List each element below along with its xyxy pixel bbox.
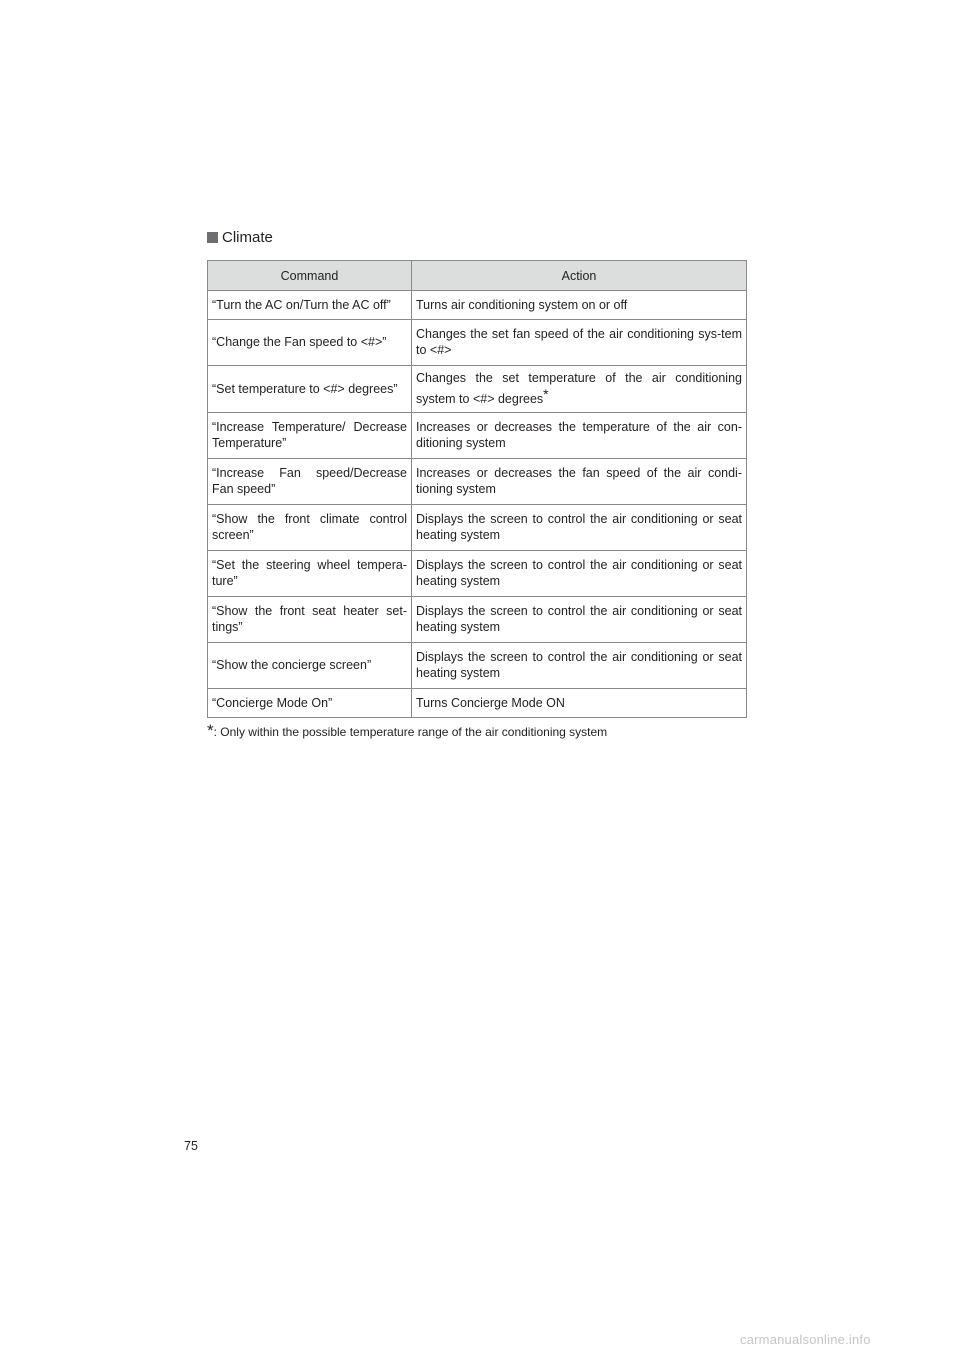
square-icon <box>207 232 218 243</box>
command-cell: “Increase Temperature/ Decrease Temperature” <box>208 413 412 459</box>
table-row <box>208 291 747 320</box>
section-heading <box>207 229 273 246</box>
column-header-action: Action <box>412 261 747 291</box>
column-header-command: Command <box>208 261 412 291</box>
table-row <box>208 320 747 366</box>
table-row <box>208 459 747 505</box>
action-cell: Turns air conditioning system on or off <box>412 291 747 320</box>
command-cell: “Set the steering wheel tempera-ture” <box>208 551 412 597</box>
action-text: Changes the set temperature of the air conditioning system to <#> degrees <box>416 371 742 406</box>
watermark: carmanualsonline.info <box>740 1332 871 1347</box>
action-cell: Increases or decreases the temperature of the air con-ditioning system <box>412 413 747 459</box>
action-cell <box>412 366 747 413</box>
footnote-text: : Only within the possible temperature range of the air conditioning system <box>213 725 608 739</box>
command-cell: “Concierge Mode On” <box>208 689 412 718</box>
footnote-mark: * <box>543 386 549 402</box>
footnote-asterisk: * <box>207 721 214 740</box>
action-cell: Increases or decreases the fan speed of the air condi-tioning system <box>412 459 747 505</box>
action-cell: Displays the screen to control the air conditioning or seat heating system <box>412 505 747 551</box>
table-row <box>208 505 747 551</box>
section-title: Climate <box>222 229 273 246</box>
action-cell: Displays the screen to control the air conditioning or seat heating system <box>412 551 747 597</box>
voice-command-table <box>207 260 747 718</box>
action-cell: Displays the screen to control the air conditioning or seat heating system <box>412 643 747 689</box>
table-row <box>208 366 747 413</box>
command-cell: “Show the front seat heater set-tings” <box>208 597 412 643</box>
action-cell: Displays the screen to control the air conditioning or seat heating system <box>412 597 747 643</box>
table-row <box>208 551 747 597</box>
footnote <box>207 721 607 741</box>
command-cell: “Show the front climate control screen” <box>208 505 412 551</box>
table-row <box>208 689 747 718</box>
table-header-row <box>208 261 747 291</box>
table-row <box>208 413 747 459</box>
command-cell: “Set temperature to <#> degrees” <box>208 366 412 413</box>
action-cell: Turns Concierge Mode ON <box>412 689 747 718</box>
page-number: 75 <box>184 1139 198 1153</box>
command-cell: “Increase Fan speed/Decrease Fan speed” <box>208 459 412 505</box>
command-cell: “Show the concierge screen” <box>208 643 412 689</box>
table-row <box>208 643 747 689</box>
table-row <box>208 597 747 643</box>
command-cell: “Change the Fan speed to <#>” <box>208 320 412 366</box>
action-cell: Changes the set fan speed of the air conditioning sys-tem to <#> <box>412 320 747 366</box>
command-cell: “Turn the AC on/Turn the AC off” <box>208 291 412 320</box>
